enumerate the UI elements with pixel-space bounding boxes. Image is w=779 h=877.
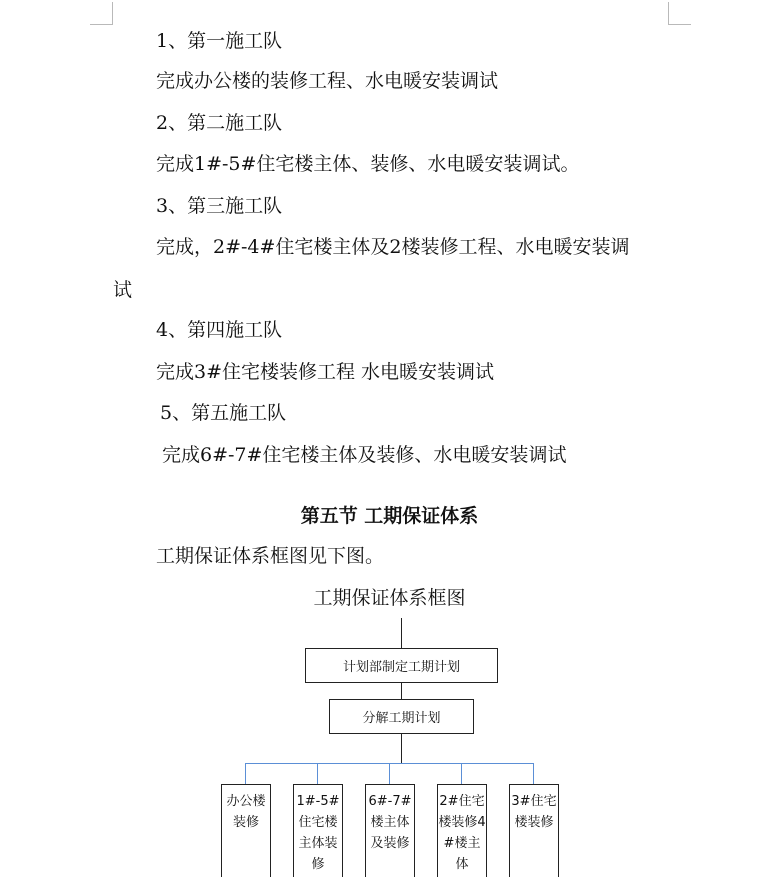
team-1-desc: 完成办公楼的装修工程、水电暖安装调试 — [156, 70, 499, 92]
team-3-desc: 完成，2#-4#住宅楼主体及2楼装修工程、水电暖安装调 — [156, 236, 630, 258]
team-3-desc-cont: 试 — [113, 279, 133, 301]
team-3-title: 3、第三施工队 — [156, 195, 283, 217]
branch-box-2-4: 2#住宅楼装修4#楼主体 — [437, 784, 487, 877]
team-4-title: 4、第四施工队 — [156, 319, 283, 341]
branch-tick-5 — [533, 763, 534, 784]
section-intro: 工期保证体系框图见下图。 — [156, 545, 385, 567]
plan-box: 计划部制定工期计划 — [305, 648, 498, 683]
branch-tick-1 — [245, 763, 246, 784]
branch-box-6-7: 6#-7#楼主体及装修 — [365, 784, 415, 877]
team-4-desc: 完成3#住宅楼装修工程 水电暖安装调试 — [156, 361, 495, 383]
team-2-title: 2、第二施工队 — [156, 112, 283, 134]
team-2-desc: 完成1#-5#住宅楼主体、装修、水电暖安装调试。 — [156, 153, 580, 175]
branch-box-1-5: 1#-5#住宅楼主体装修 — [293, 784, 343, 877]
connector-top — [401, 618, 402, 648]
section-heading: 第五节 工期保证体系 — [300, 505, 479, 527]
crop-mark-left — [90, 2, 113, 25]
branch-box-office: 办公楼装修 — [221, 784, 271, 877]
team-5-desc: 完成6#-7#住宅楼主体及装修、水电暖安装调试 — [162, 444, 567, 466]
diagram-caption: 工期保证体系框图 — [313, 587, 466, 609]
branch-tick-2 — [317, 763, 318, 784]
connector-mid — [401, 683, 402, 699]
team-1-title: 1、第一施工队 — [156, 30, 283, 52]
decompose-box: 分解工期计划 — [329, 699, 474, 734]
team-5-title: 5、第五施工队 — [160, 402, 287, 424]
connector-down — [401, 734, 402, 763]
branch-box-3: 3#住宅楼装修 — [509, 784, 559, 877]
crop-mark-right — [668, 2, 691, 25]
branch-tick-4 — [461, 763, 462, 784]
branch-tick-3 — [389, 763, 390, 784]
